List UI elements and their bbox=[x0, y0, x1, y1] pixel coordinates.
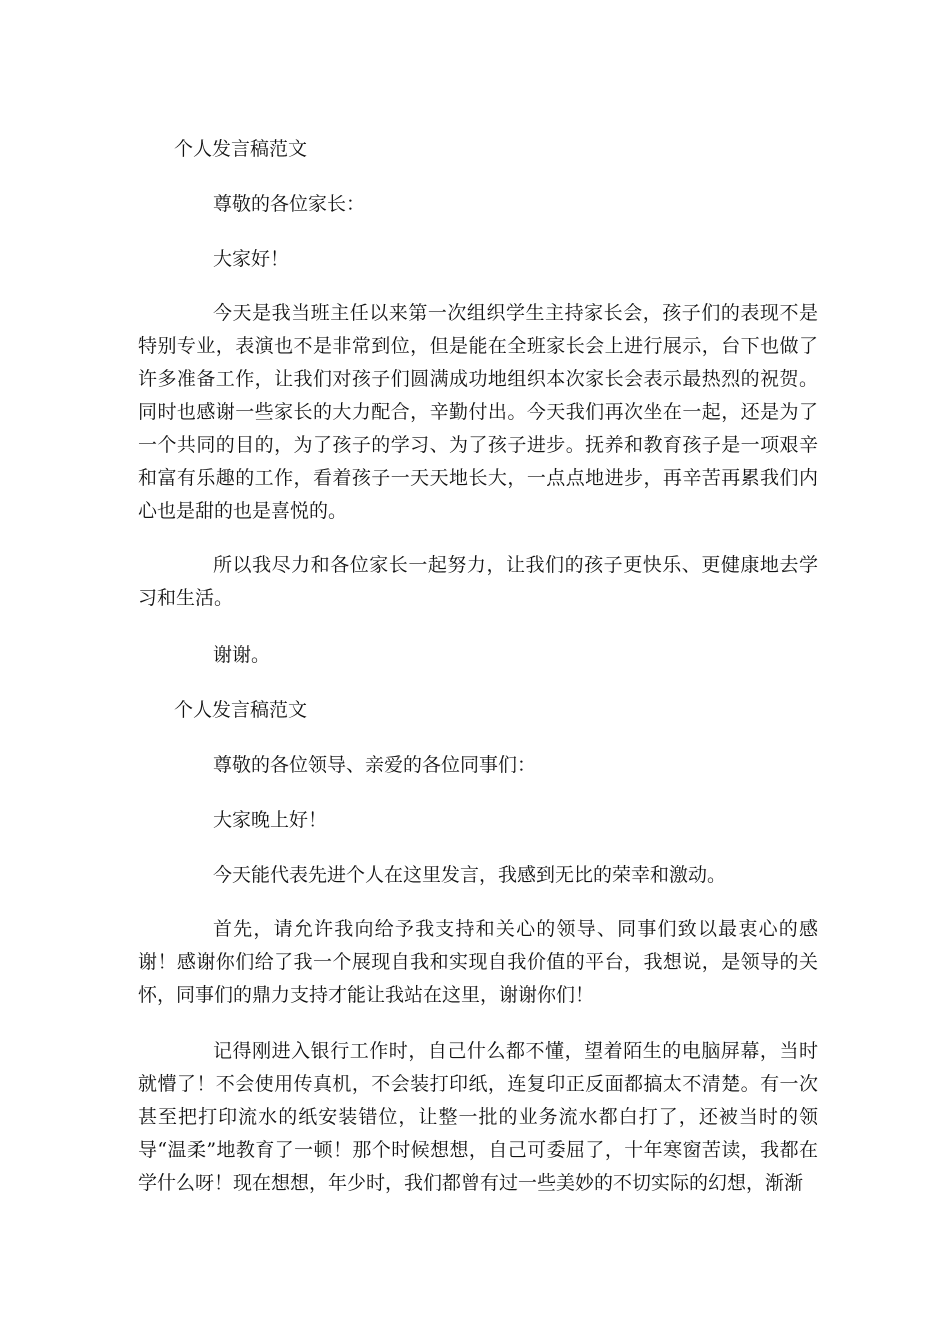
section1-closing: 谢谢。 bbox=[213, 644, 271, 666]
section2-paragraph-2: 首先，请允许我向给予我支持和关心的领导、同事们致以最衷心的感谢！感谢你们给了我一个展现自我和实现自我价值的平台，我想说，是领导的关怀，同事们的鼎力支持才能让我站在这里，谢谢你们！ bbox=[138, 918, 818, 1006]
section2-greeting: 大家晚上好！ bbox=[213, 809, 328, 831]
section2-salutation: 尊敬的各位领导、亲爱的各位同事们： bbox=[213, 754, 537, 776]
section1-paragraph-1: 今天是我当班主任以来第一次组织学生主持家长会，孩子们的表现不是特别专业，表演也不是非常到位，但是能在全班家长会上进行展示，台下也做了许多准备工作，让我们对孩子们圆满成功地组织本次家长会表示最热烈的祝贺。同时也感谢一些家长的大力配合，辛勤付出。今天我们再次坐在一起，还是为了一个共同的目的，为了孩子的学习、为了孩子进步。抚养和教育孩子是一项艰辛和富有乐趣的工作，看着孩子一天天地长大，一点点地进步，再辛苦再累我们内心也是甜的也是喜悦的。 bbox=[138, 302, 818, 522]
section2-paragraph-3: 记得刚进入银行工作时，自己什么都不懂，望着陌生的电脑屏幕，当时就懵了！不会使用传真机，不会装打印纸，连复印正反面都搞太不清楚。有一次甚至把打印流水的纸安装错位，让整一批的业务流水都白打了，还被当时的领导“温柔”地教育了一顿！那个时候想想，自己可委屈了，十年寒窗苦读，我都在学什么呀！现在想想，年少时，我们都曾有过一些美妙的不切实际的幻想，渐渐 bbox=[138, 1040, 818, 1194]
section2-title: 个人发言稿范文 bbox=[174, 699, 308, 721]
section1-paragraph-2: 所以我尽力和各位家长一起努力，让我们的孩子更快乐、更健康地去学习和生活。 bbox=[138, 554, 818, 609]
section1-greeting: 大家好！ bbox=[213, 248, 290, 270]
section1-title: 个人发言稿范文 bbox=[174, 138, 308, 160]
section2-paragraph-1: 今天能代表先进个人在这里发言，我感到无比的荣幸和激动。 bbox=[213, 864, 727, 886]
section1-salutation: 尊敬的各位家长： bbox=[213, 193, 366, 215]
